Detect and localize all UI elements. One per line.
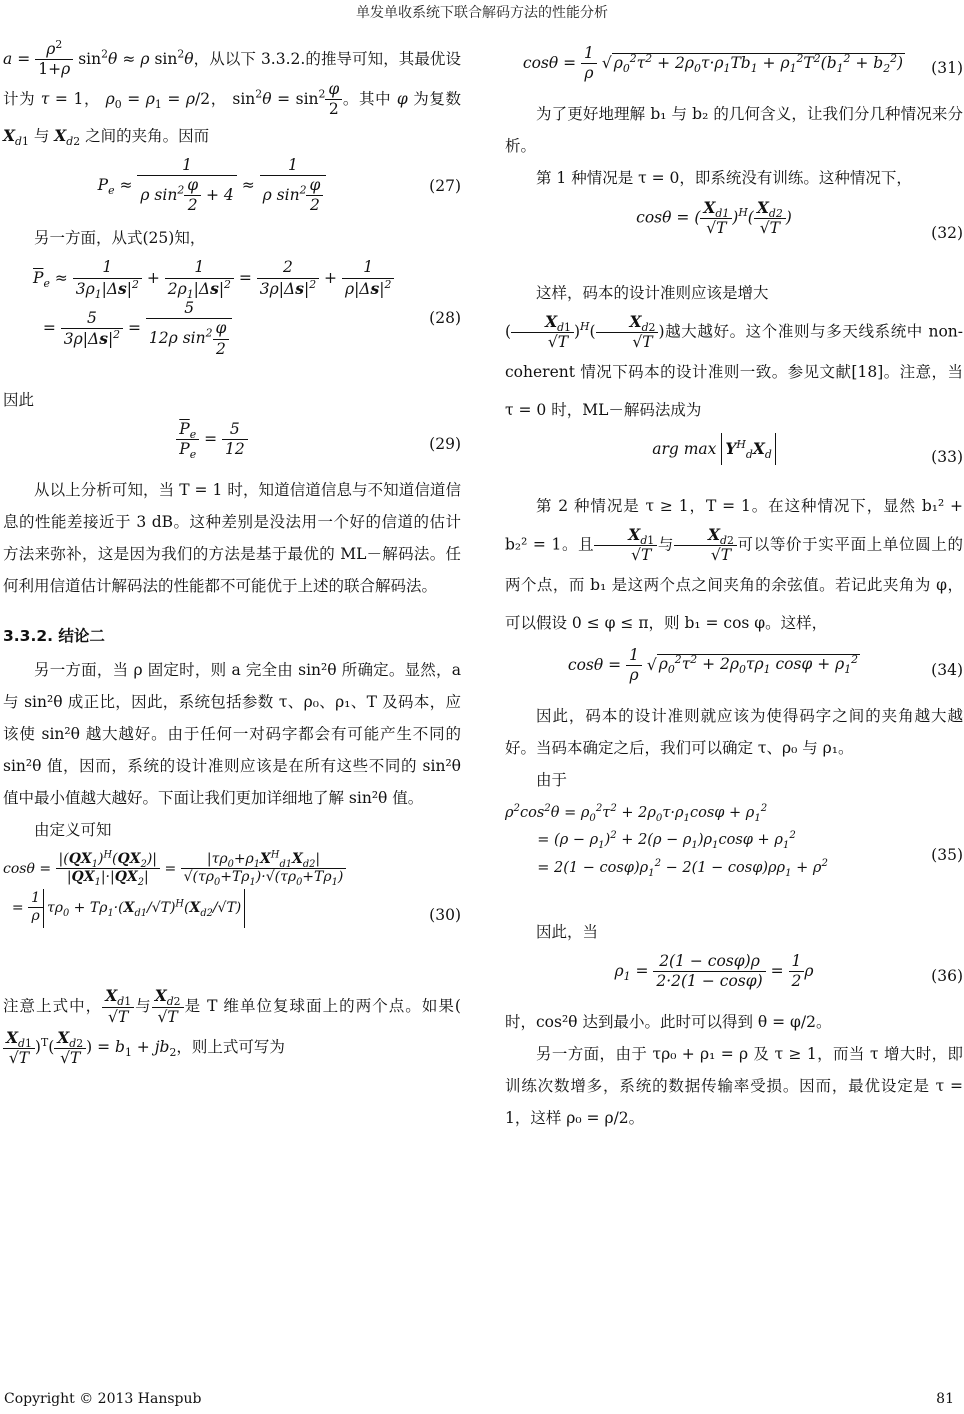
running-header: 单发单收系统下联合解码方法的性能分析 [356,5,608,21]
paragraph: 因此，码本的设计准则就应该为使得码字之间的夹角越大越好。当码本确定之后，我们可以确定 τ、ρ₀ 与 ρ₁。 [505,706,963,757]
equation-number: (36) [931,966,963,985]
equation-number: (27) [429,176,461,195]
copyright: Copyright © 2013 Hanspub [4,1391,202,1407]
paragraph-optimal-design: a = $\frac{\rho^2}{1+\rho}$ $\sin^2\theta \approx \rho$ $\sin^2\theta$，从以下 3.3.2.的推导可知，其最优设计为 τ = 1， $\rho_0 = \rho_1 = \rho/2$， $\sin^2\theta = \sin^2$ $\frac{\varphi}{2}$ 。其中 φ 为复数 $X_{d1}$ 与 $X_{d2}$ 之间的夹角。因而 [3,37,461,148]
paragraph: 因此 [3,390,35,409]
equation-number: (28) [429,308,461,327]
paragraph: 由定义可知 [34,820,112,839]
equation-number: (31) [931,59,963,77]
equation-31: cosθ = $\frac{1}{\rho}$ √ $\rho_0^2\tau^2 + 2\rho_0\tau\cdot\rho_1Tb_1 + \rho_1^2T^2(b_1^2 + b_2^2)$ (31) [522,44,963,83]
equation-number: (29) [429,434,461,453]
equation-number: (34) [931,660,963,679]
left-column [3,37,461,1068]
equation-34: cosθ = $\frac{1}{\rho}$ √ $\rho_0^2\tau^2 + 2\rho_0\tau\rho_1$ $\cos\varphi + \rho_1^2$ (34) [567,645,963,684]
paragraph: 这样，码本的设计准则应该是增大 ( $\frac{X_{d1}}{√T}$ )$^H$( $\frac{X_{d2}}{√T}$ )越大越好。这个准则与多天线系统中 non-coherent 情况下码本的设计准则一致。参见文献[18]。注意，当 τ = 0 时，ML－解码法成为 [505,284,963,419]
paragraph: 注意上式中， $\frac{X_{d1}}{√T}$ 与 $\frac{X_{d2}}{√T}$ 是 T 维单位复球面上的两个点。如果( $\frac{X_{d1}}{√T}$ )$^T$( $\frac{X_{d2}}{√T}$ ) = $b_1 + jb_2$，则上式可写为 [3,986,461,1067]
paragraph: 由于 [536,770,568,789]
equation-36: $\rho_1$ = $\frac{2(1 - \cos\varphi)\rho}{2\cdot 2(1 - \cos\varphi)}$ = $\frac{1}{2}$ ρ (36) [614,951,963,990]
paragraph: 第 2 种情况是 τ ≥ 1，T = 1。在这种情况下，显然 b₁² + b₂² = 1。且 $\frac{X_{d1}}{√T}$ 与 $\frac{X_{d2}}{√T}$ 可以等价于实平面上单位圆上的两个点，而 b₁ 是这两个点之间夹角的余弦值。若记此夹角为 φ，可以假设 0 ≤ φ ≤ π，则 b₁ = cos φ。这样， [505,496,963,632]
paragraph: 另一方面，当 ρ 固定时，则 a 完全由 sin²θ 所确定。显然，a 与 sin²θ 成正比，因此，系统包括参数 τ、ρ₀、ρ₁、T 及码本，应该使 sin²θ 越大越好。由于任何一对码字都会有可能产生不同的 sin²θ 值，因而，系统的设计准则应该是在所有这些不同的 sin²θ 值中最小值越大越好。下面让我们更加详细地了解 sin²θ 值。 [3,660,461,807]
equation-number: (35) [931,845,963,864]
section-heading: 3.3.2. 结论二 [3,626,105,645]
paragraph: 因此，当 [536,922,599,941]
equation-number: (33) [931,447,963,466]
equation-28: $\overline{P}_e$ ≈ $\frac{1}{3\rho_1|\Delta s|^2}$ + $\frac{1}{2\rho_1|\Delta s|^2}$ = $\frac{2}{3\rho|\Delta s|^2}$ + $\frac{1}{\rho|\Delta s|^2}$ = $\frac{5}{3\rho|\Delta s|^2}$ = 5 12ρ $\sin^2$ $\frac{\varphi}{2}$ (28) [33,258,461,358]
paragraph: 时，cos²θ 达到最小。此时可以得到 θ = φ/2。 [505,1012,832,1031]
paragraph: 另一方面，由于 τρ₀ + ρ₁ = ρ 及 τ ≥ 1，而当 τ 增大时，即训练次数增多，系统的数据传输率受损。因而，最优设定是 τ = 1，这样 ρ₀ = ρ/2。 [505,1044,963,1127]
equation-27: $P_e$ ≈ 1 ρ $\sin^2$ $\frac{\varphi}{2}$ + 4 ≈ 1 ρ $\sin^2$ $\frac{\varphi}{2}$ (27) [97,155,461,215]
paragraph: 第 1 种情况是 τ = 0，即系统没有训练。这种情况下， [536,169,912,187]
equation-number: (32) [931,224,963,242]
right-column [505,40,963,1134]
paragraph: 为了更好地理解 b₁ 与 b₂ 的几何含义，让我们分几种情况来分析。 [505,105,963,155]
equation-35: $\rho^2\cos^2\theta = \rho_0^2\tau^2 + 2\rho_0\tau\cdot\rho_1\cos\varphi + \rho_1^2$ = $(\rho - \rho_1)^2 + 2(\rho - \rho_1)\rho_1\cos\varphi + \rho_1^2$ = $2(1 - \cos\varphi)\rho_1^2 - 2(1 - \cos\varphi)\rho\rho_1 + \rho^2$ (35) [505,802,963,879]
paragraph: 另一方面，从式(25)知， [34,228,206,247]
paragraph-conclusion-one: 从以上分析可知，当 T = 1 时，知道信道信息与不知道信道信息的性能差接近于 3 dB。这种差别是没法用一个好的信道的估计方法来弥补，这是因为我们的方法是基于最优的 ML－解码法。任何利用信道估计解码法的性能都不可能优于上述的联合解码法。 [3,480,461,595]
equation-30: cosθ = $\frac{|(QX_1)^H(QX_2)|}{|QX_1|\cdot|QX_2|}$ = $\frac{|\tau\rho_0+\rho_1X^H_{d1}X_{d2}|}{√(\tau\rho_0+T\rho_1)\cdot√(\tau\rho_0+T\rho_1)}$ = $\frac{1}{\rho}$ $\tau\rho_0 + T\rho_1\cdot(X_{d1}/√T)^H(X_{d2}/√T)$ (30) [3,850,461,980]
equation-33: arg $\max Y^H_dX_d$ (33) [505,433,963,481]
page-number: 81 [936,1391,954,1407]
equation-29: $\frac{\overline{P}_e}{P_e}$ = $\frac{5}{12}$ (29) [3,420,461,468]
equation-number: (30) [429,905,461,924]
equation-32: cosθ = ( $\frac{X_{d1}}{√T}$ )$^H$( $\frac{X_{d2}}{√T}$ ) (32) [505,198,963,268]
